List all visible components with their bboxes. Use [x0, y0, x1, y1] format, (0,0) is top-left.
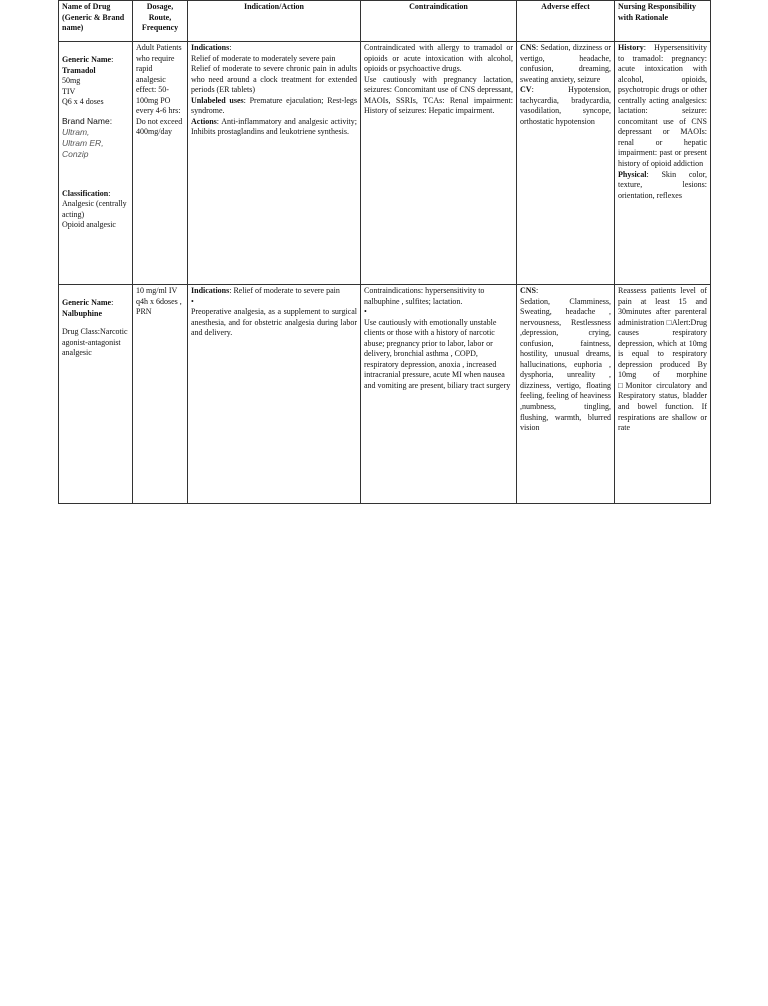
indications-label: Indications — [191, 286, 230, 295]
dose-line: 50mg — [62, 76, 81, 86]
header-row — [59, 1, 711, 42]
dosage-cell — [133, 42, 188, 285]
header-drug: Name of Drug (Generic & Brand name) — [59, 1, 133, 42]
classification-value: Opioid analgesic — [62, 220, 116, 230]
classification-label: Classification — [62, 188, 109, 198]
dose-line: TIV — [62, 86, 76, 96]
dosage-text: Adult Patients who require rapid analgesic effect: 50-100mg PO every 4-6 hrs: Do not exceed 400mg/day — [136, 43, 183, 137]
contraindication-text: Contraindications: hypersensitivity to nalbuphine , sulfites; lactation. — [364, 286, 485, 306]
generic-name-label: Generic Name — [62, 298, 112, 307]
physical-text: Skin color, texture, lesions: orientation, reflexes — [618, 169, 707, 200]
contraindication-text: Contraindicated with allergy to tramadol or opioids or acute intoxication with alcohol, opioids or psychoactive drugs. Use cautiously with pregnancy lactation, seizures: Concomitant use of CNS depressant, MAOIs, SSRIs, TCAs: Renal impairment: History of seizures: Hepatic impairment. — [364, 43, 513, 116]
dosage-cell — [133, 285, 188, 504]
generic-name-value: Tramadol — [62, 65, 96, 75]
actions-label: Actions — [191, 116, 217, 126]
generic-name-value: Nalbuphine — [62, 308, 103, 318]
physical-label: Physical — [618, 169, 647, 179]
indications-label: Indications — [191, 43, 230, 52]
table-row — [59, 42, 711, 285]
indications-text: Relief of moderate to severe pain — [233, 286, 340, 295]
drug-class-text: Drug Class:Narcotic agonist-antagonist analgesic — [62, 327, 128, 358]
history-text: Hypersensitivity to tramadol: pregnancy: acute intoxication with alcohol, opioids, psychotropic drugs or other centrally acting analgesics: lactation: seizure: concomitant use of CNS depressant or MAOIs: renal or hepatic impairment: past or present history of opioid addiction — [618, 43, 707, 169]
drug-study-table — [58, 0, 711, 504]
cv-label: CV — [520, 85, 532, 95]
header-contraindication: Contraindication — [361, 1, 517, 42]
nursing-text: Reassess patients level of pain at least 15 and 30minutes after parenteral administration □Alert:Drug causes respiratory depression, which at 10mg is equal to respiratory depression produced By 10mg of morphine □Monitor circulatory and Respiratory status, bladder and bowel function. If respirations are shallow or rate — [618, 286, 707, 433]
brand-name-label: Brand Name: — [62, 115, 113, 126]
unlabeled-uses-label: Unlabeled uses — [191, 95, 244, 105]
contraindication-cell — [361, 285, 517, 504]
cns-label: CNS — [520, 43, 537, 52]
adverse-cell: CNS: Sedation, dizziness or vertigo, headache, confusion, dreaming, sweating anxiety, seizure CV: Hypotension, tachycardia, bradycardia, vasodilation, syncope, orthostatic hypotension — [517, 42, 615, 285]
nursing-cell — [615, 285, 711, 504]
indications-text-2: Preoperative analgesia, as a supplement to surgical anesthesia, and for obstetric analgesia during labor and delivery. — [191, 307, 357, 338]
cns-text: Sedation, dizziness or vertigo, headache, confusion, dreaming, sweating anxiety, seizure — [520, 43, 611, 84]
brand-name-value: Ultram ER, — [62, 138, 104, 149]
header-indication: Indication/Action — [188, 1, 361, 42]
indication-cell: Indications: Relief of moderate to moderately severe pain Relief of moderate to severe chronic pain in adults who need around a clock treatment for extended periods (ER tablets) Unlabeled uses: Premature ejaculation; Rest-legs syndrome. Actions: Anti-inflammatory and analgesic activity; Inhibits prostaglandins and leukotriene synthesis. — [188, 42, 361, 285]
nursing-cell: History: Hypersensitivity to tramadol: pregnancy: acute intoxication with alcohol, opioids, psychotropic drugs or other centrally acting analgesics: lactation: seizure: concomitant use of CNS depressant or MAOIs: renal or hepatic impairment: past or present history of opioid addiction Physical: Skin color, texture, lesions: orientation, reflexes — [615, 42, 711, 285]
dosage-text: 10 mg/ml IV q4h x 6doses , PRN — [136, 286, 182, 317]
bullet-marker: • — [364, 307, 367, 317]
unlabeled-uses-text: Premature ejaculation; Rest-legs syndrome. — [191, 95, 357, 116]
header-adverse: Adverse effect — [517, 1, 615, 42]
dose-line: Q6 x 4 doses — [62, 97, 104, 107]
table-row — [59, 285, 711, 504]
brand-name-value: Conzip — [62, 149, 89, 160]
drug-name-cell: Generic Name: Tramadol 50mg TIV Q6 x 4 doses Brand Name: Ultram, Ultram ER, Conzip Classification: Analgesic (centrally acting) Opioid analgesic — [59, 42, 133, 285]
header-nursing: Nursing Responsibility with Rationale — [615, 1, 711, 42]
history-label: History — [618, 43, 644, 52]
adverse-text: Sedation, Clamminess, Sweating, headache , nervousness, Restlessness ,depression, crying, confusion, faintness, hostility, unusual dreams, hallucinations, euphoria , dysphoria, unreality , dizziness, vertigo, floating feeling, feeling of heaviness ,numbness, tingling, flushing, warmth, blurred vision — [520, 296, 611, 433]
contraindication-text-2: Use cautiously with emotionally unstable clients or those with a history of narcotic abuse; pregnancy prior to labor, labor or delivery, bronchial asthma , COPD, respiratory depression, anoxia , increased intracranial pressure, acute MI when nausea and vomiting are present, biliary tract surgery — [364, 317, 511, 390]
contraindication-cell — [361, 42, 517, 285]
indications-text: Relief of moderate to moderately severe pain Relief of moderate to severe chronic pain in adults who need around a clock treatment for extended periods (ER tablets) — [191, 53, 357, 95]
drug-name-cell: Generic Name: Nalbuphine Drug Class:Narcotic agonist-antagonist analgesic — [59, 285, 133, 504]
actions-text: Anti-inflammatory and analgesic activity; Inhibits prostaglandins and leukotriene synthesis. — [191, 116, 357, 137]
header-dosage: Dosage, Route, Frequency — [133, 1, 188, 42]
adverse-cell: CNS: Sedation, Clamminess, Sweating, headache , nervousness, Restlessness ,depression, crying, confusion, faintness, hostility, unusual dreams, hallucinations, euphoria , dysphoria, unreality , dizziness, vertigo, floating feeling, feeling of heaviness ,numbness, tingling, flushing, warmth, blurred vision — [517, 285, 615, 504]
generic-name-label: Generic Name — [62, 55, 112, 64]
cns-label: CNS — [520, 286, 537, 295]
bullet-marker: • — [191, 296, 194, 306]
classification-value: Analgesic (centrally acting) — [62, 199, 127, 219]
cv-text: Hypotension, tachycardia, bradycardia, vasodilation, syncope, orthostatic hypotension — [520, 85, 611, 126]
indication-cell: Indications: Relief of moderate to severe pain • Preoperative analgesia, as a supplement to surgical anesthesia, and for obstetric analgesia during labor and delivery. — [188, 285, 361, 504]
brand-name-value: Ultram, — [62, 126, 90, 137]
